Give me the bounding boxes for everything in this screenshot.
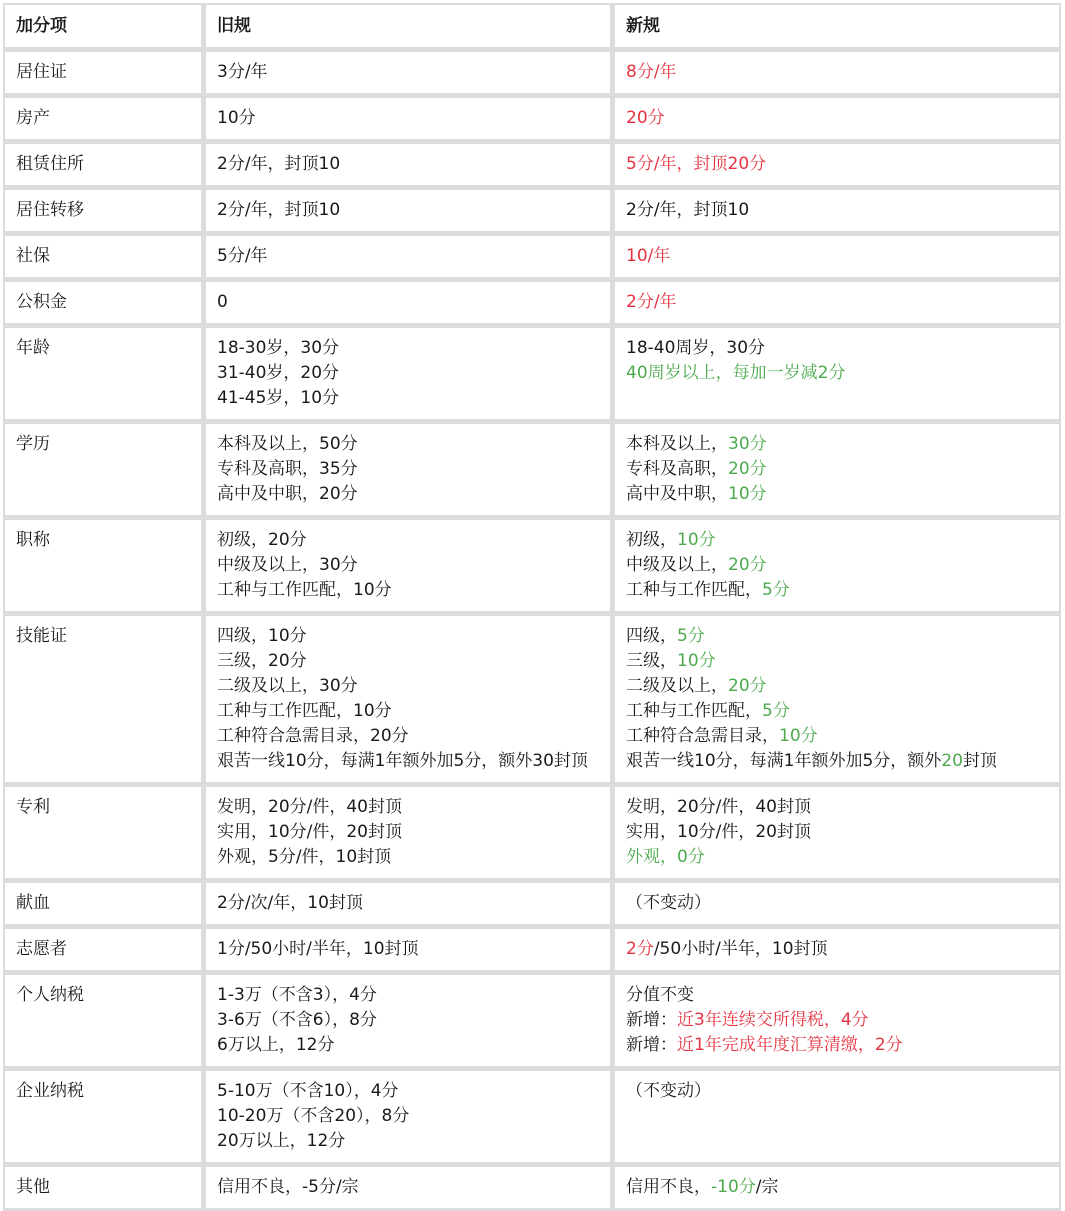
rule-line [626, 937, 1048, 962]
rule-line [217, 244, 599, 269]
new-rule-cell [613, 50, 1061, 96]
table-row [3, 50, 1061, 96]
rule-line [626, 432, 1048, 457]
rule-line [626, 553, 1048, 578]
rule-line [217, 290, 599, 315]
rule-text: 20分 [728, 676, 767, 696]
rule-text: 艰苦一线10分，每满1年额外加5分，额外30封顶 [217, 751, 588, 771]
rule-text: 2分 [626, 939, 654, 959]
rule-text: 30分 [728, 434, 767, 454]
rule-line [626, 1175, 1048, 1200]
table-row [3, 234, 1061, 280]
rule-line [626, 820, 1048, 845]
rule-text: 外观，5分/件，10封顶 [217, 847, 392, 867]
rule-line [217, 1033, 599, 1058]
rule-line [626, 724, 1048, 749]
table-row [3, 142, 1061, 188]
rule-line [217, 386, 599, 411]
rule-line [626, 891, 1048, 916]
rule-text: 2分/次/年，10封顶 [217, 893, 363, 913]
rule-line [626, 457, 1048, 482]
new-rule-cell [613, 234, 1061, 280]
rule-line [217, 795, 599, 820]
rule-line [626, 336, 1048, 361]
item-cell: 学历 [3, 422, 204, 518]
rule-line [217, 699, 599, 724]
rule-line [626, 749, 1048, 774]
rule-line [626, 624, 1048, 649]
rule-text: 5分/年，封顶20分 [626, 154, 767, 174]
rule-line [217, 361, 599, 386]
rule-line [626, 578, 1048, 603]
rule-text: 5分 [762, 701, 790, 721]
rule-text: 0 [217, 292, 228, 312]
old-rule-cell [204, 614, 613, 785]
item-cell: 社保 [3, 234, 204, 280]
item-cell: 企业纳税 [3, 1069, 204, 1165]
rule-text: 工种与工作匹配， [626, 580, 762, 600]
old-rule-cell [204, 234, 613, 280]
old-rule-cell [204, 96, 613, 142]
rule-text: 本科及以上， [626, 434, 728, 454]
new-rule-cell [613, 422, 1061, 518]
rule-text: -10分 [711, 1177, 756, 1197]
new-rule-cell [613, 614, 1061, 785]
old-rule-cell [204, 785, 613, 881]
rule-line [626, 290, 1048, 315]
header-row [3, 3, 1061, 50]
rule-text: 10分 [728, 484, 767, 504]
rule-text: 10分 [779, 726, 818, 746]
rule-text: 高中及中职，20分 [217, 484, 358, 504]
rule-text: 5分 [677, 626, 705, 646]
new-rule-cell [613, 188, 1061, 234]
rule-line [217, 553, 599, 578]
old-rule-cell [204, 881, 613, 927]
table-row [3, 1069, 1061, 1165]
rule-text: 1分/50小时/半年，10封顶 [217, 939, 419, 959]
rule-text: 二级及以上，30分 [217, 676, 358, 696]
old-rule-cell [204, 927, 613, 973]
rule-text: 发明，20分/件，40封顶 [217, 797, 402, 817]
rule-text: 2分/年 [626, 292, 677, 312]
rule-line [217, 106, 599, 131]
rule-text: 工种与工作匹配，10分 [217, 580, 392, 600]
table-row [3, 518, 1061, 614]
rule-text: 5-10万（不含10），4分 [217, 1081, 399, 1101]
new-rule-cell [613, 96, 1061, 142]
rule-text: 20 [941, 751, 963, 771]
rule-line [217, 60, 599, 85]
rule-text: 近3年连续交所得税，4分 [677, 1010, 869, 1030]
rule-text: 封顶 [962, 751, 997, 771]
new-rule-cell [613, 326, 1061, 422]
rule-text: 31-40岁，20分 [217, 363, 340, 383]
rule-text: 5分/年 [217, 246, 268, 266]
rule-line [217, 845, 599, 870]
new-rule-cell [613, 1165, 1061, 1211]
rule-line [217, 937, 599, 962]
rule-text: 近1年完成年度汇算清缴，2分 [677, 1035, 903, 1055]
table-row [3, 280, 1061, 326]
rule-text: 2分/年，封顶10 [217, 200, 341, 220]
rule-line [626, 106, 1048, 131]
rule-text: 外观，0分 [626, 847, 705, 867]
item-cell: 职称 [3, 518, 204, 614]
rule-text: 实用，10分/件，20封顶 [626, 822, 811, 842]
rule-line [217, 724, 599, 749]
table-row [3, 188, 1061, 234]
item-cell: 志愿者 [3, 927, 204, 973]
rule-text: （不变动） [626, 1081, 711, 1101]
rule-text: 初级， [626, 530, 677, 550]
rule-text: 新增： [626, 1010, 677, 1030]
rule-line [626, 699, 1048, 724]
table-body [3, 50, 1061, 1211]
table-row [3, 96, 1061, 142]
new-rule-cell [613, 973, 1061, 1069]
points-comparison-table [3, 3, 1061, 1211]
rule-text: 10分 [677, 530, 716, 550]
rule-line [217, 482, 599, 507]
rule-text: 本科及以上，50分 [217, 434, 358, 454]
item-cell: 房产 [3, 96, 204, 142]
rule-text: 二级及以上， [626, 676, 728, 696]
rule-text: 初级，20分 [217, 530, 307, 550]
rule-line [217, 891, 599, 916]
table-row [3, 614, 1061, 785]
item-cell: 献血 [3, 881, 204, 927]
item-cell: 租赁住所 [3, 142, 204, 188]
rule-text: 40周岁以上，每加一岁减2分 [626, 363, 846, 383]
rule-text: 20万以上，12分 [217, 1131, 346, 1151]
rule-line [217, 336, 599, 361]
rule-line [217, 1129, 599, 1154]
table-row [3, 785, 1061, 881]
rule-text: 41-45岁，10分 [217, 388, 340, 408]
item-cell: 个人纳税 [3, 973, 204, 1069]
rule-text: 信用不良， [626, 1177, 711, 1197]
rule-text: 5分 [762, 580, 790, 600]
rule-text: 三级， [626, 651, 677, 671]
rule-text: 2分/年，封顶10 [217, 154, 341, 174]
rule-line [626, 60, 1048, 85]
old-rule-cell [204, 280, 613, 326]
rule-text: 8分/年 [626, 62, 677, 82]
rule-line [626, 1033, 1048, 1058]
table-row [3, 422, 1061, 518]
old-rule-cell [204, 1069, 613, 1165]
rule-text: 专科及高职， [626, 459, 728, 479]
rule-text: /50小时/半年，10封顶 [653, 939, 828, 959]
rule-text: 四级，10分 [217, 626, 307, 646]
item-cell: 居住转移 [3, 188, 204, 234]
item-cell: 专利 [3, 785, 204, 881]
rule-line [626, 361, 1048, 386]
rule-line [626, 244, 1048, 269]
rule-line [626, 845, 1048, 870]
item-cell: 居住证 [3, 50, 204, 96]
rule-line [217, 1175, 599, 1200]
rule-text: 四级， [626, 626, 677, 646]
rule-text: 专科及高职，35分 [217, 459, 358, 479]
old-rule-cell [204, 188, 613, 234]
rule-line [626, 198, 1048, 223]
rule-line [217, 749, 599, 774]
old-rule-cell [204, 326, 613, 422]
old-rule-cell [204, 1165, 613, 1211]
rule-text: 6万以上，12分 [217, 1035, 335, 1055]
new-rule-cell [613, 881, 1061, 927]
header-old-rule: 旧规 [204, 3, 613, 50]
new-rule-cell [613, 280, 1061, 326]
rule-text: 20分 [728, 459, 767, 479]
rule-text: 信用不良，-5分/宗 [217, 1177, 359, 1197]
new-rule-cell [613, 1069, 1061, 1165]
header-item: 加分项 [3, 3, 204, 50]
rule-line [217, 1104, 599, 1129]
old-rule-cell [204, 518, 613, 614]
rule-text: 发明，20分/件，40封顶 [626, 797, 811, 817]
rule-line [217, 432, 599, 457]
rule-line [217, 820, 599, 845]
rule-text: 工种符合急需目录，20分 [217, 726, 409, 746]
item-cell: 技能证 [3, 614, 204, 785]
new-rule-cell [613, 785, 1061, 881]
rule-line [217, 528, 599, 553]
rule-text: 3-6万（不含6），8分 [217, 1010, 377, 1030]
rule-line [626, 1079, 1048, 1104]
item-cell: 年龄 [3, 326, 204, 422]
old-rule-cell [204, 973, 613, 1069]
rule-line [217, 198, 599, 223]
rule-text: /宗 [755, 1177, 779, 1197]
rule-text: 艰苦一线10分，每满1年额外加5分，额外 [626, 751, 942, 771]
table-row [3, 973, 1061, 1069]
rule-text: 20分 [728, 555, 767, 575]
old-rule-cell [204, 50, 613, 96]
rule-line [626, 1008, 1048, 1033]
rule-text: 10分 [217, 108, 256, 128]
rule-line [626, 983, 1048, 1008]
rule-line [217, 1008, 599, 1033]
rule-text: 中级及以上，30分 [217, 555, 358, 575]
rule-line [217, 152, 599, 177]
rule-text: 高中及中职， [626, 484, 728, 504]
rule-text: 10-20万（不含20），8分 [217, 1106, 410, 1126]
rule-text: 新增： [626, 1035, 677, 1055]
header-new-rule: 新规 [613, 3, 1061, 50]
rule-line [217, 649, 599, 674]
item-cell: 公积金 [3, 280, 204, 326]
rule-text: 2分/年，封顶10 [626, 200, 750, 220]
table-row [3, 927, 1061, 973]
new-rule-cell [613, 142, 1061, 188]
rule-line [626, 649, 1048, 674]
rule-text: 18-30岁，30分 [217, 338, 340, 358]
old-rule-cell [204, 422, 613, 518]
rule-line [626, 152, 1048, 177]
rule-text: 3分/年 [217, 62, 268, 82]
rule-text: 10分 [677, 651, 716, 671]
rule-text: 20分 [626, 108, 665, 128]
table-row [3, 326, 1061, 422]
rule-text: 18-40周岁，30分 [626, 338, 766, 358]
new-rule-cell [613, 927, 1061, 973]
rule-line [217, 983, 599, 1008]
rule-text: 分值不变 [626, 985, 694, 1005]
item-cell: 其他 [3, 1165, 204, 1211]
rule-text: 工种与工作匹配，10分 [217, 701, 392, 721]
rule-text: 1-3万（不含3），4分 [217, 985, 377, 1005]
rule-text: 10/年 [626, 246, 671, 266]
rule-text: 实用，10分/件，20封顶 [217, 822, 402, 842]
rule-line [217, 457, 599, 482]
rule-line [626, 482, 1048, 507]
table-row [3, 1165, 1061, 1211]
new-rule-cell [613, 518, 1061, 614]
rule-line [217, 674, 599, 699]
rule-text: 工种符合急需目录， [626, 726, 779, 746]
rule-line [626, 795, 1048, 820]
table-row [3, 881, 1061, 927]
rule-line [217, 1079, 599, 1104]
rule-line [217, 624, 599, 649]
rule-text: （不变动） [626, 893, 711, 913]
rule-line [626, 528, 1048, 553]
rule-text: 三级，20分 [217, 651, 307, 671]
rule-text: 工种与工作匹配， [626, 701, 762, 721]
rule-line [626, 674, 1048, 699]
old-rule-cell [204, 142, 613, 188]
rule-line [217, 578, 599, 603]
rule-text: 中级及以上， [626, 555, 728, 575]
